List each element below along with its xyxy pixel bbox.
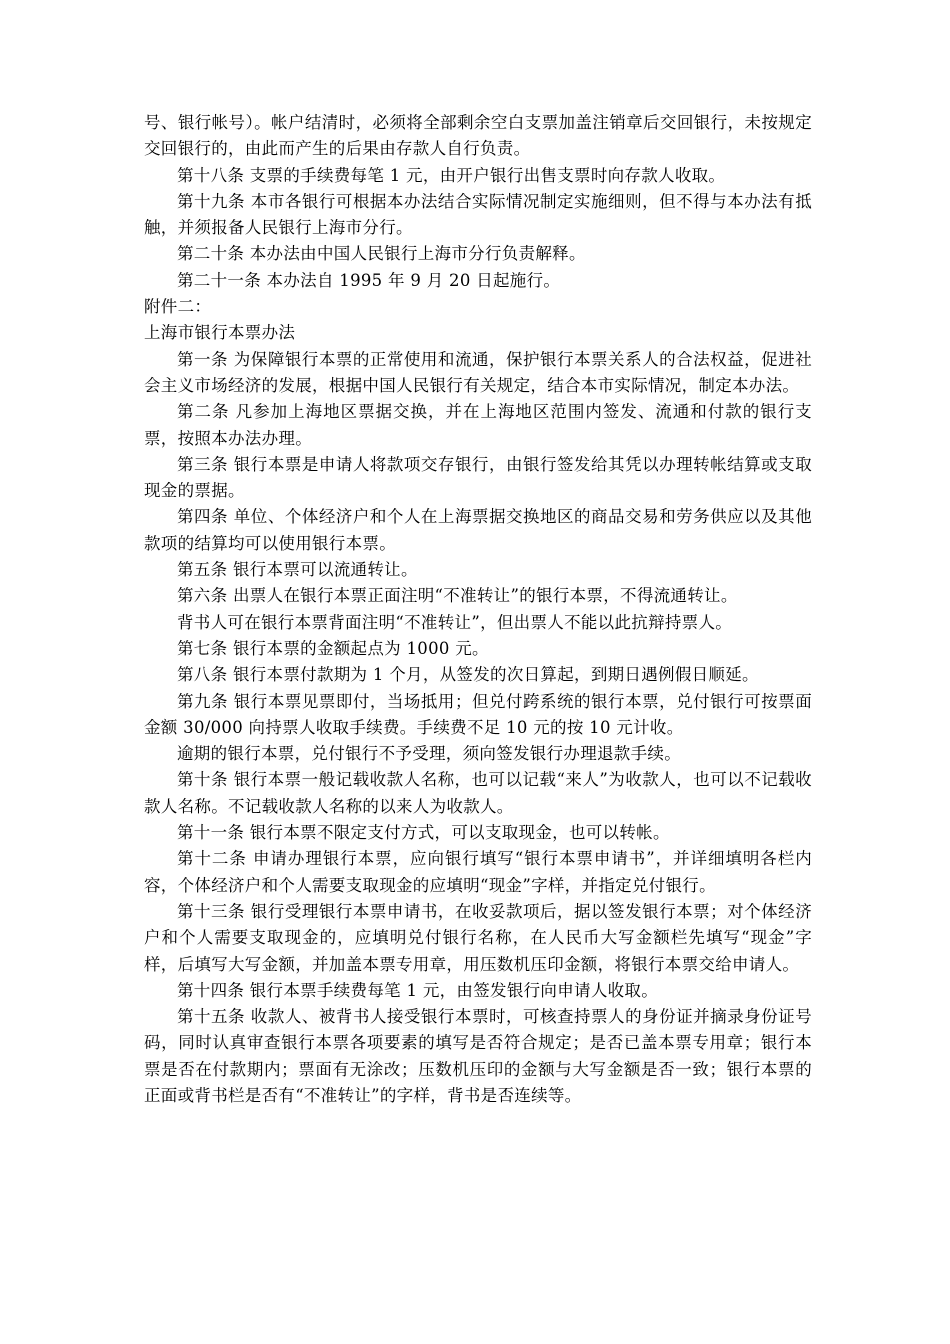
article-15: 第十五条 收款人、被背书人接受银行本票时，可核查持票人的身份证并摘录身份证号码，同时认真审查银行本票各项要素的填写是否符合规定；是否已盖本票专用章；银行本票是否在付款期内；票面有无涂改；压数机压印的金额与大写金额是否一致；银行本票的正面或背书栏是否有“不准转让”的字样，背书是否连续等。 [144, 1007, 812, 1105]
article-7: 第七条 银行本票的金额起点为 1000 元。 [177, 638, 489, 658]
article-21: 第二十一条 本办法自 1995 年 9 月 20 日起施行。 [177, 270, 561, 290]
section-title: 上海市银行本票办法 [144, 323, 296, 343]
paragraph-continuation: 号、银行帐号）。帐户结清时，必须将全部剩余空白支票加盖注销章后交回银行，未按规定交回银行的，由此而产生的后果由存款人自行负责。 [144, 113, 812, 159]
article-14: 第十四条 银行本票手续费每笔 1 元，由签发银行向申请人收取。 [177, 980, 659, 1000]
article-5: 第五条 银行本票可以流通转让。 [177, 560, 418, 580]
appendix-label: 附件二： [144, 297, 212, 317]
article-1: 第一条 为保障银行本票的正常使用和流通，保护银行本票关系人的合法权益，促进社会主义市场经济的发展，根据中国人民银行有关规定，结合本市实际情况，制定本办法。 [144, 349, 812, 395]
document-page [144, 110, 812, 1109]
article-12: 第十二条 申请办理银行本票，应向银行填写“银行本票申请书”，并详细填明各栏内容，个体经济户和个人需要支取现金的应填明“现金”字样，并指定兑付银行。 [144, 849, 812, 895]
article-18: 第十八条 支票的手续费每笔 1 元，由开户银行出售支票时向存款人收取。 [177, 165, 726, 185]
article-8: 第八条 银行本票付款期为 1 个月，从签发的次日算起，到期日遇例假日顺延。 [177, 665, 759, 685]
article-11: 第十一条 银行本票不限定支付方式，可以支取现金，也可以转帐。 [177, 823, 670, 843]
article-9: 第九条 银行本票见票即付，当场抵用；但兑付跨系统的银行本票，兑付银行可按票面金额 30/000 向持票人收取手续费。手续费不足 10 元的按 10 元计收。 [144, 691, 812, 737]
article-9-note: 逾期的银行本票，兑付银行不予受理，须向签发银行办理退款手续。 [177, 744, 681, 764]
article-4: 第四条 单位、个体经济户和个人在上海票据交换地区的商品交易和劳务供应以及其他款项的结算均可以使用银行本票。 [144, 507, 812, 553]
article-20: 第二十条 本办法由中国人民银行上海市分行负责解释。 [177, 244, 586, 264]
article-3: 第三条 银行本票是申请人将款项交存银行，由银行签发给其凭以办理转帐结算或支取现金的票据。 [144, 454, 812, 501]
article-2: 第二条 凡参加上海地区票据交换，并在上海地区范围内签发、流通和付款的银行支票，按照本办法办理。 [144, 402, 812, 448]
article-6-note: 背书人可在银行本票背面注明“不准转让”，但出票人不能以此抗辩持票人。 [177, 612, 733, 632]
article-13: 第十三条 银行受理银行本票申请书，在收妥款项后，据以签发银行本票；对个体经济户和个人需要支取现金的，应填明兑付银行名称，在人民币大写金额栏先填写“现金”字样，后填写大写金额，并加盖本票专用章，用压数机压印金额，将银行本票交给申请人。 [144, 901, 812, 974]
article-6: 第六条 出票人在银行本票正面注明“不准转让”的银行本票，不得流通转让。 [177, 586, 738, 606]
article-19: 第十九条 本市各银行可根据本办法结合实际情况制定实施细则，但不得与本办法有抵触，并须报备人民银行上海市分行。 [144, 191, 812, 238]
article-10: 第十条 银行本票一般记载收款人名称，也可以记载“来人”为收款人，也可以不记载收款人名称。不记载收款人名称的以来人为收款人。 [144, 770, 812, 816]
